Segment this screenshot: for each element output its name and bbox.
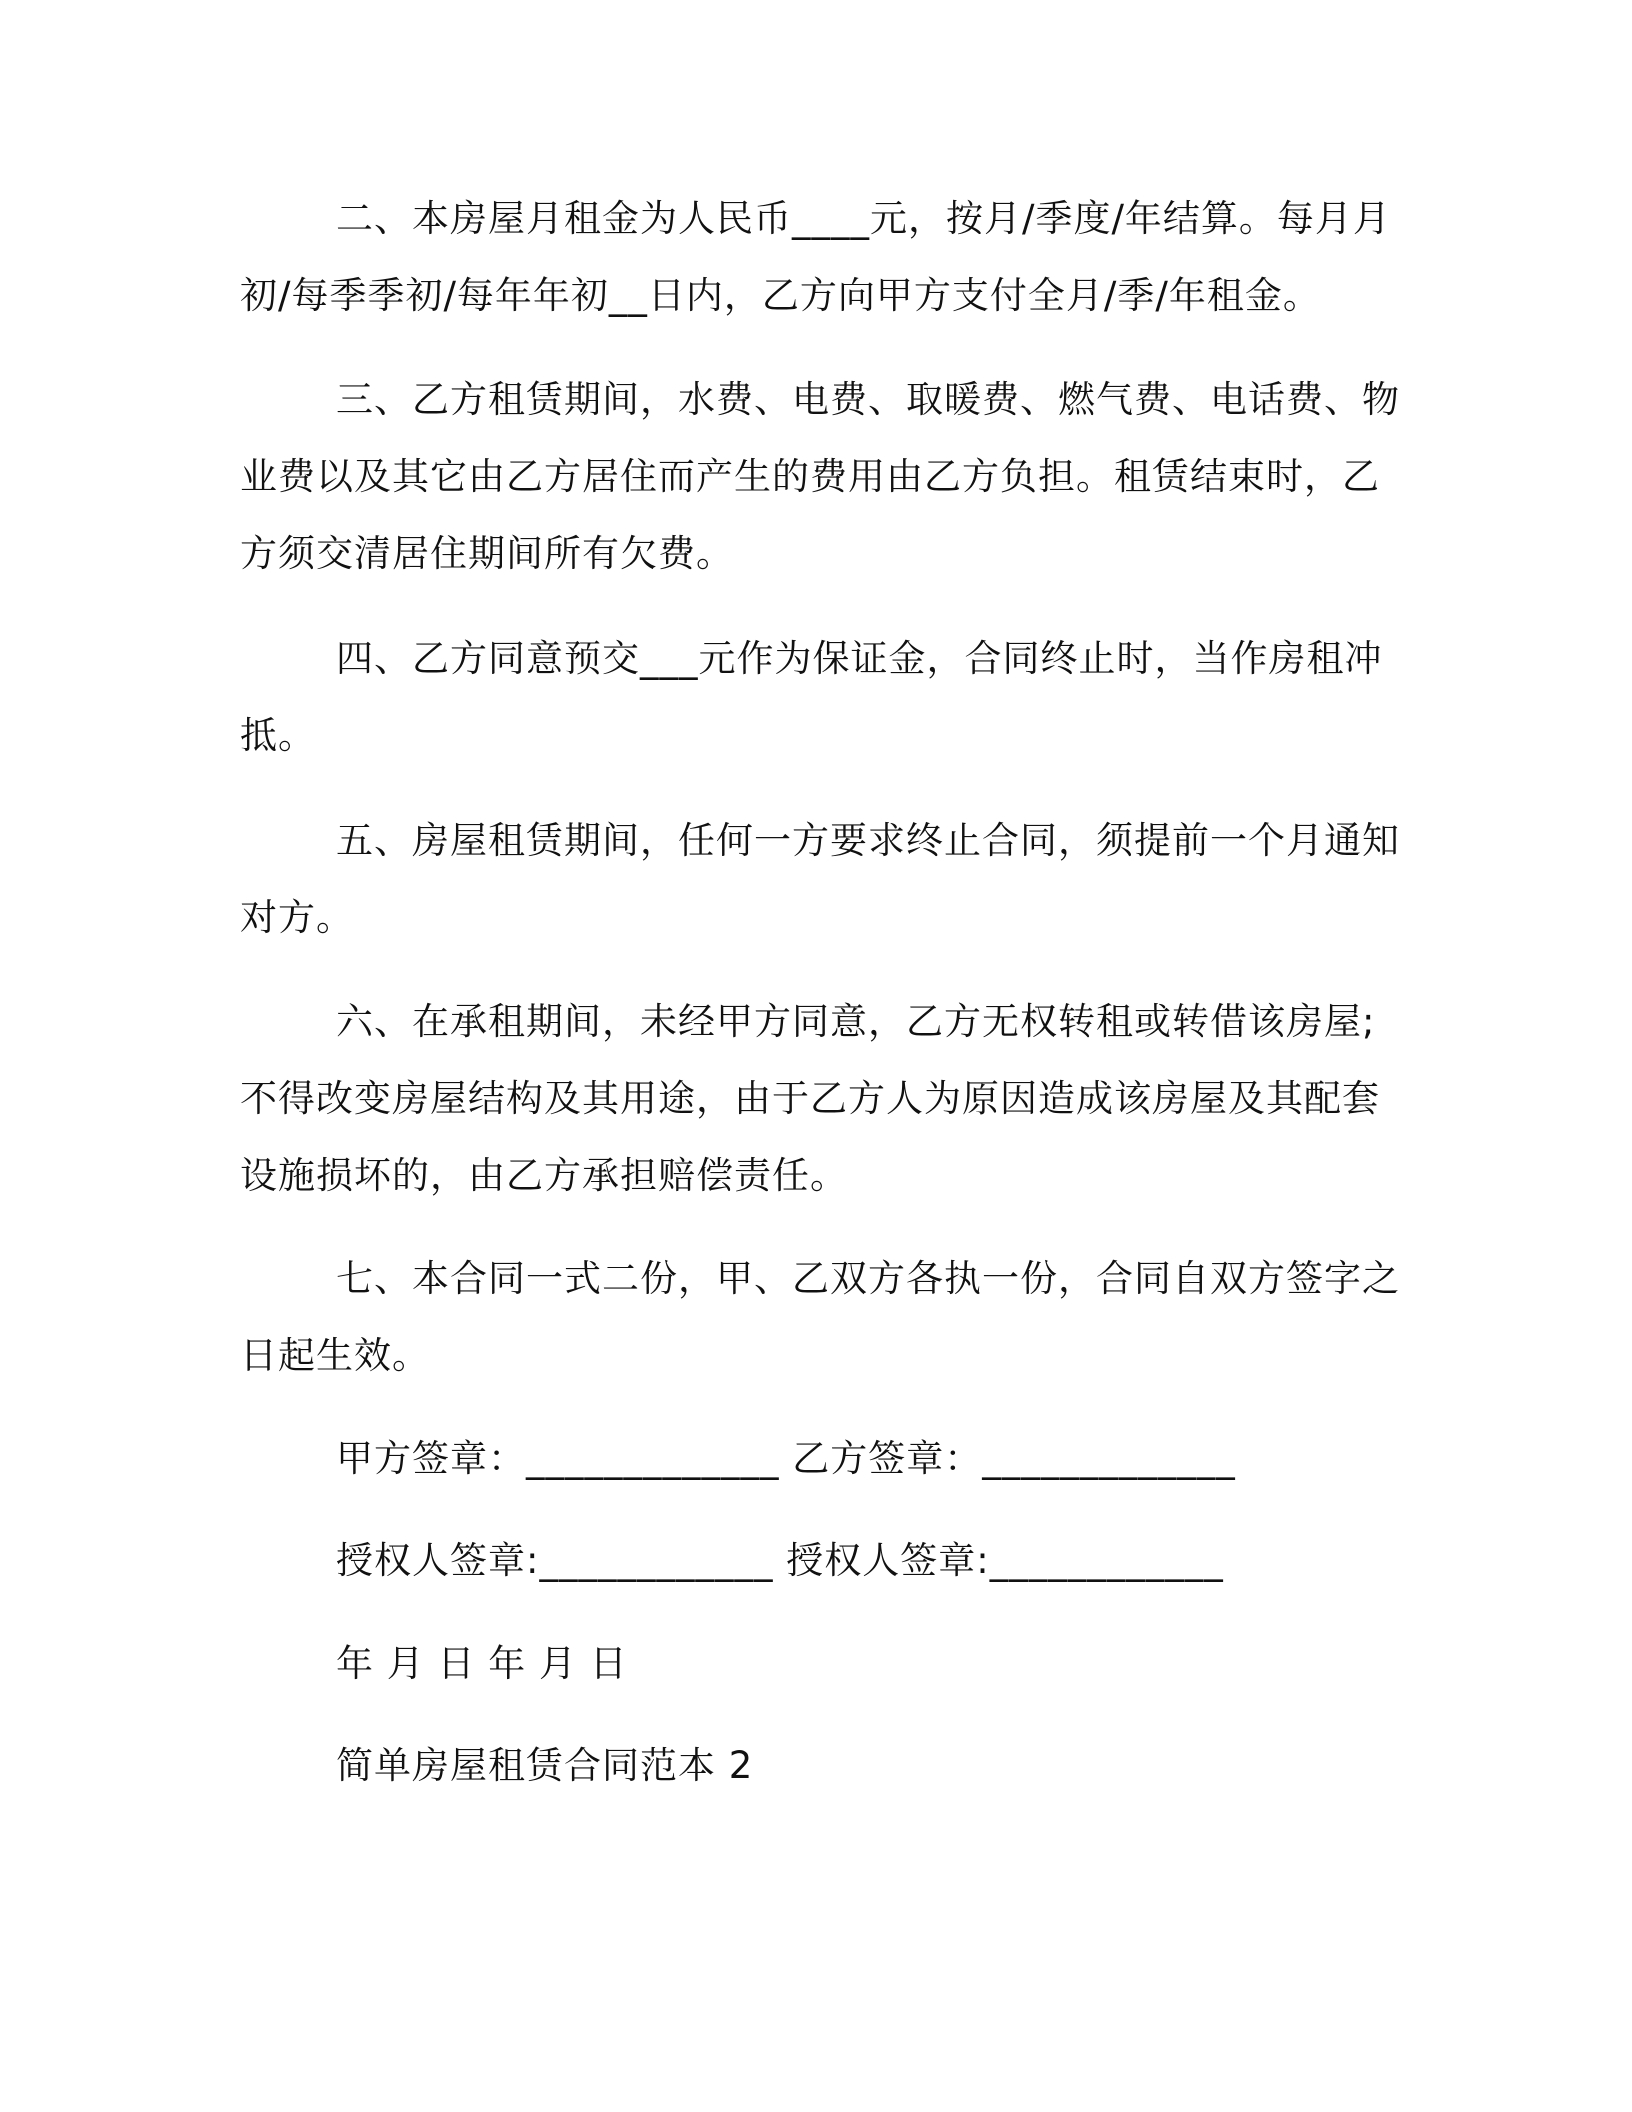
- clause-4: 四、乙方同意预交___元作为保证金，合同终止时，当作房租冲抵。: [240, 637, 1383, 757]
- authorized-signature-line: 授权人签章:____________ 授权人签章:____________: [336, 1539, 1224, 1582]
- date-line: 年 月 日 年 月 日: [336, 1642, 628, 1685]
- clause-3: 三、乙方租赁期间，水费、电费、取暖费、燃气费、电话费、物业费以及其它由乙方居住而产生的费用由乙方负担。租赁结束时，乙方须交清居住期间所有欠费。: [240, 378, 1400, 575]
- party-signature-line: 甲方签章：_____________ 乙方签章：_____________: [336, 1437, 1236, 1480]
- clause-2: 二、本房屋月租金为人民币____元，按月/季度/年结算。每月月初/每季季初/每年年初__日内，乙方向甲方支付全月/季/年租金。: [240, 197, 1391, 317]
- clause-5: 五、房屋租赁期间，任何一方要求终止合同，须提前一个月通知对方。: [240, 819, 1400, 939]
- next-contract-title: 简单房屋租赁合同范本 2: [336, 1744, 754, 1787]
- clause-7: 七、本合同一式二份，甲、乙双方各执一份，合同自双方签字之日起生效。: [240, 1257, 1400, 1377]
- clause-6: 六、在承租期间，未经甲方同意，乙方无权转租或转借该房屋;不得改变房屋结构及其用途，由于乙方人为原因造成该房屋及其配套设施损坏的，由乙方承担赔偿责任。: [240, 1000, 1380, 1197]
